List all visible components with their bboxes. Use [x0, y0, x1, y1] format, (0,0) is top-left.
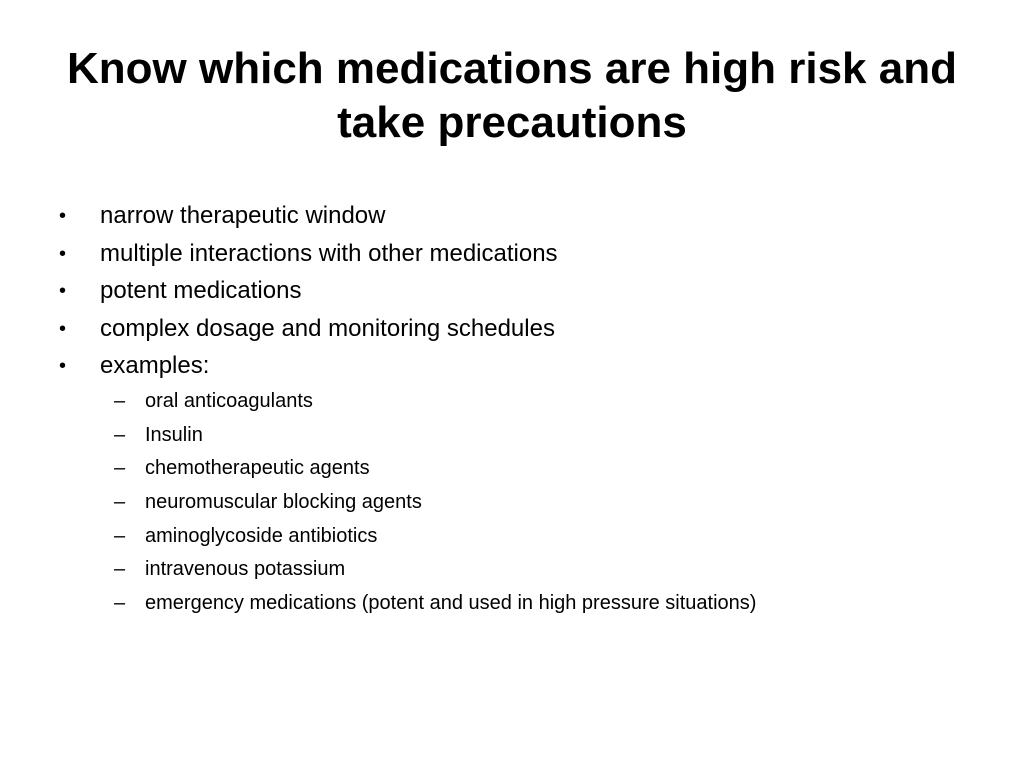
bullet-list: [0, 199, 1024, 387]
example-item: [0, 420, 1024, 454]
dash-icon: –: [114, 423, 126, 446]
bullet-dot-icon: •: [59, 317, 67, 340]
slide-title: Know which medications are high risk and take precautions: [67, 44, 957, 147]
bullet-item: [0, 274, 1024, 312]
dash-icon: –: [114, 524, 126, 547]
dash-icon: –: [114, 390, 126, 412]
dash-icon: –: [114, 457, 126, 480]
example-text: oral anticoagulants: [145, 390, 313, 412]
example-text: aminoglycoside antibiotics: [145, 524, 378, 547]
bullet-text: potent medications: [100, 277, 302, 304]
bullet-item: [0, 199, 1024, 237]
example-text: chemotherapeutic agents: [145, 457, 370, 480]
dash-icon: –: [114, 491, 126, 514]
bullet-item: [0, 349, 1024, 387]
bullet-dot-icon: •: [59, 280, 67, 302]
bullet-text: narrow therapeutic window: [100, 202, 386, 229]
example-item: [0, 588, 1024, 622]
example-item: [0, 554, 1024, 588]
bullet-text: multiple interactions with other medications: [100, 239, 558, 267]
bullet-item: [0, 237, 1024, 275]
bullet-dot-icon: •: [59, 355, 67, 377]
bullet-dot-icon: •: [59, 242, 67, 265]
example-text: intravenous potassium: [145, 558, 346, 581]
bullet-text: examples:: [100, 352, 210, 379]
bullet-dot-icon: •: [59, 205, 67, 227]
bullet-text: complex dosage and monitoring schedules: [100, 314, 555, 342]
bullet-item: [0, 312, 1024, 350]
example-item: [0, 521, 1024, 555]
example-text: emergency medications (potent and used in high pressure situations): [145, 592, 757, 615]
example-item: [0, 487, 1024, 521]
example-text: Insulin: [145, 423, 203, 446]
dash-icon: –: [114, 558, 126, 581]
example-text: neuromuscular blocking agents: [145, 491, 422, 514]
examples-list: [0, 386, 1024, 622]
example-item: [0, 453, 1024, 487]
dash-icon: –: [114, 592, 126, 615]
example-item: [0, 386, 1024, 420]
